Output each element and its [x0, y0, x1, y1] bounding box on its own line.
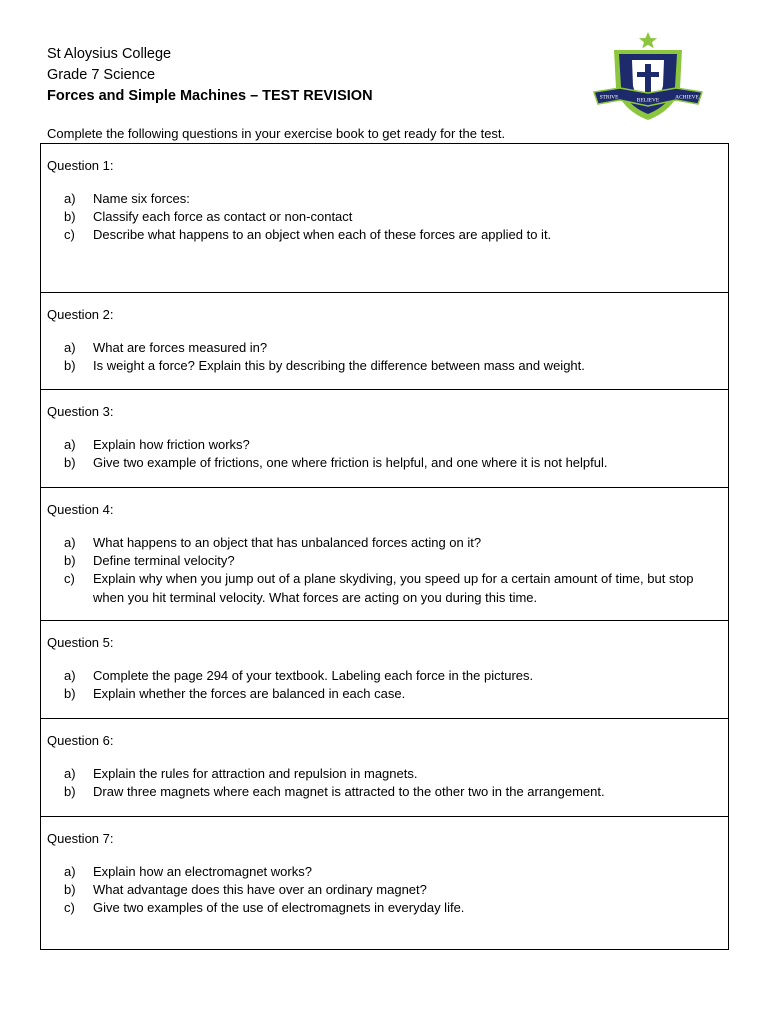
item-text: Explain whether the forces are balanced in each case. — [93, 686, 406, 702]
item-letter: a) — [64, 864, 76, 879]
item-text: Explain how friction works? — [93, 437, 250, 452]
school-name: St Aloysius College — [47, 46, 172, 62]
question-item — [47, 685, 728, 703]
questions-table — [40, 143, 729, 950]
question-row — [41, 816, 728, 949]
question-item — [47, 570, 728, 606]
question-heading: Question 2: — [47, 307, 114, 322]
question-item — [47, 881, 728, 899]
item-letter: b) — [64, 686, 76, 702]
item-text: Explain why when you jump out of a plane skydiving, you speed up for a certain amount of time, but stop when you hit terminal velocity. What forces are acting on you during this time. — [93, 571, 694, 605]
item-text: Explain the rules for attraction and repulsion in magnets. — [93, 766, 418, 781]
question-heading: Question 3: — [47, 404, 114, 419]
question-items-list — [47, 863, 728, 918]
crest-cross-horizontal — [637, 72, 659, 77]
question-heading: Question 6: — [47, 733, 114, 748]
item-letter: a) — [64, 668, 76, 683]
question-items-list — [47, 765, 728, 801]
item-letter: a) — [64, 766, 76, 781]
item-letter: b) — [64, 209, 76, 225]
item-letter: b) — [64, 882, 76, 898]
item-letter: b) — [64, 455, 76, 471]
question-heading: Question 1: — [47, 158, 114, 173]
item-text: What happens to an object that has unbalanced forces acting on it? — [93, 535, 482, 550]
crest-motto-left: STRIVE — [599, 94, 619, 101]
question-items-list — [47, 667, 728, 703]
item-text: Give two examples of the use of electromagnets in everyday life. — [93, 900, 465, 916]
crest-motto-center: BELIEVE — [636, 97, 660, 104]
question-item — [47, 863, 728, 881]
instructions-text: Complete the following questions in your exercise book to get ready for the test. — [47, 126, 506, 141]
question-item — [47, 534, 728, 552]
question-heading: Question 7: — [47, 831, 114, 846]
school-crest-logo — [592, 30, 704, 122]
item-text: Is weight a force? Explain this by describing the difference between mass and weight. — [93, 358, 585, 374]
document-title: Forces and Simple Machines – TEST REVISION — [47, 88, 373, 104]
question-row — [41, 389, 728, 487]
question-item — [47, 783, 728, 801]
question-heading: Question 5: — [47, 635, 114, 650]
question-row — [41, 620, 728, 718]
item-text: Name six forces: — [93, 191, 190, 206]
item-letter: b) — [64, 784, 76, 800]
question-row — [41, 718, 728, 816]
crest-motto-right: ACHIEVE — [675, 94, 699, 101]
item-letter: a) — [64, 535, 76, 550]
item-letter: a) — [64, 191, 76, 206]
question-item — [47, 190, 728, 208]
question-row — [41, 292, 728, 389]
question-items-list — [47, 436, 728, 472]
item-letter: c) — [64, 571, 75, 587]
grade-subject: Grade 7 Science — [47, 67, 156, 83]
item-text: Define terminal velocity? — [93, 553, 235, 569]
question-item — [47, 899, 728, 917]
item-letter: b) — [64, 358, 76, 374]
item-letter: a) — [64, 340, 76, 355]
item-letter: c) — [64, 900, 75, 916]
question-item — [47, 454, 728, 472]
question-item — [47, 357, 728, 375]
item-text: Classify each force as contact or non-contact — [93, 209, 353, 225]
document-header — [47, 44, 373, 107]
item-text: Explain how an electromagnet works? — [93, 864, 312, 879]
question-item — [47, 339, 728, 357]
item-text: What are forces measured in? — [93, 340, 268, 355]
item-letter: b) — [64, 553, 76, 569]
item-text: What advantage does this have over an ordinary magnet? — [93, 882, 427, 898]
item-text: Describe what happens to an object when each of these forces are applied to it. — [93, 227, 552, 243]
item-text: Give two example of frictions, one where friction is helpful, and one where it is not helpful. — [93, 455, 608, 471]
question-item — [47, 552, 728, 570]
question-item — [47, 765, 728, 783]
item-text: Draw three magnets where each magnet is attracted to the other two in the arrangement. — [93, 784, 605, 800]
question-row — [41, 487, 728, 620]
question-item — [47, 436, 728, 454]
crest-cross-vertical — [645, 64, 651, 96]
question-item — [47, 208, 728, 226]
question-items-list — [47, 534, 728, 607]
question-items-list — [47, 190, 728, 245]
item-text: Complete the page 294 of your textbook. Labeling each force in the pictures. — [93, 668, 534, 683]
question-row — [41, 144, 728, 292]
question-items-list — [47, 339, 728, 375]
item-letter: c) — [64, 227, 75, 243]
question-item — [47, 226, 728, 244]
question-item — [47, 667, 728, 685]
question-heading: Question 4: — [47, 502, 114, 517]
item-letter: a) — [64, 437, 76, 452]
crest-star — [639, 32, 657, 48]
